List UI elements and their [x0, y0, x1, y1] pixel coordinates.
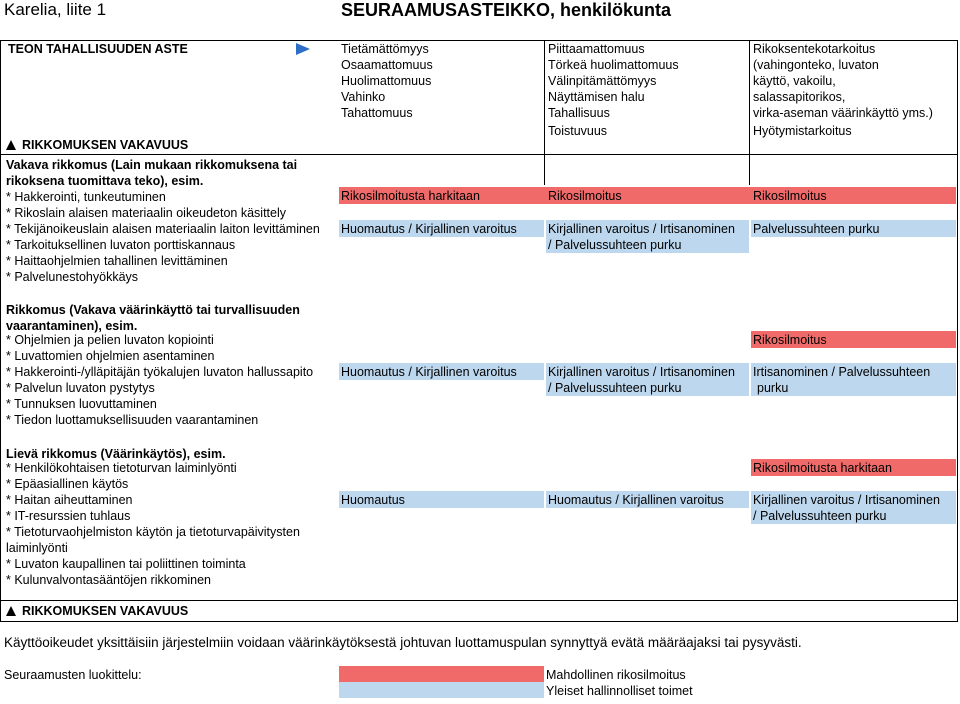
severe-low-action: Huomautus / Kirjallinen varoitus: [341, 222, 517, 236]
list-item: * Hakkerointi-/ylläpitäjän työkalujen luvaton hallussapito: [6, 365, 314, 379]
section-severe-list: [6, 189, 320, 285]
intent-term: Hyötymistarkoitus: [753, 124, 852, 138]
intent-term: virka-aseman väärinkäyttö yms.): [753, 106, 933, 120]
minor-high-action: Kirjallinen varoitus / Irtisanominen / Palvelussuhteen purku: [753, 493, 940, 523]
list-item: * Tietoturvaohjelmiston käytön ja tietoturvapäivitysten: [6, 525, 300, 539]
triangle-up-icon: [6, 140, 16, 150]
severe-high-action: Palvelussuhteen purku: [753, 222, 880, 236]
list-item: * Palvelunestohyökkäys: [6, 270, 139, 284]
list-item: * Henkilökohtaisen tietoturvan laiminlyönti: [6, 461, 237, 475]
intent-term: Tahattomuus: [341, 106, 413, 120]
divider: [0, 600, 958, 601]
intent-column-high: [753, 41, 933, 139]
severe-low-report: Rikosilmoitusta harkitaan: [341, 189, 480, 203]
footer-note: Käyttöoikeudet yksittäisiin järjestelmiin voidaan väärinkäytöksestä johtuvan luottamuspulan synnyttyä evätä määräajaksi tai pysyvästi.: [4, 635, 802, 650]
intent-term: Törkeä huolimattomuus: [548, 58, 679, 72]
list-item: * Luvattomien ohjelmien asentaminen: [6, 349, 215, 363]
list-item: * Haitan aiheuttaminen: [6, 493, 133, 507]
list-item: * Tiedon luottamuksellisuuden vaarantaminen: [6, 413, 259, 427]
offense-high-action: Irtisanominen / Palvelussuhteen purku: [753, 365, 931, 395]
list-item: * Haittaohjelmien tahallinen levittäminen: [6, 254, 228, 268]
list-item: * Hakkerointi, tunkeutuminen: [6, 190, 166, 204]
offense-low-action: Huomautus / Kirjallinen varoitus: [341, 365, 517, 379]
arrow-right-icon: [296, 43, 310, 55]
list-item: * Rikoslain alaisen materiaalin oikeudeton käsittely: [6, 206, 287, 220]
page-title: SEURAAMUSASTEIKKO, henkilökunta: [341, 0, 672, 20]
legend-red-label: Mahdollinen rikosilmoitus: [546, 668, 686, 682]
legend-blue-label: Yleiset hallinnolliset toimet: [546, 684, 693, 698]
list-item: * Luvaton kaupallinen tai poliittinen toiminta: [6, 557, 246, 571]
intent-term: Rikoksentekotarkoitus: [753, 42, 876, 56]
offense-mid-action: Kirjallinen varoitus / Irtisanominen / Palvelussuhteen purku: [548, 365, 735, 395]
list-item: * Tekijänoikeuslain alaisen materiaalin laiton levittäminen: [6, 222, 320, 236]
minor-mid-action: Huomautus / Kirjallinen varoitus: [548, 493, 724, 507]
intent-term: Näyttämisen halu: [548, 90, 645, 104]
severe-mid-action: Kirjallinen varoitus / Irtisanominen / Palvelussuhteen purku: [548, 222, 735, 252]
list-item: laiminlyönti: [6, 541, 68, 555]
severe-mid-report: Rikosilmoitus: [548, 189, 622, 203]
intent-term: Tahallisuus: [548, 106, 610, 120]
legend-label: Seuraamusten luokittelu:: [4, 668, 142, 682]
list-item: * Tunnuksen luovuttaminen: [6, 397, 157, 411]
intent-term: (vahingonteko, luvaton: [753, 58, 879, 72]
intent-column-mid: [548, 41, 679, 139]
intent-term: Vahinko: [341, 90, 386, 104]
divider: [0, 154, 958, 155]
offense-high-report: Rikosilmoitus: [753, 333, 827, 347]
triangle-up-icon: [6, 606, 16, 616]
list-item: * Kulunvalvontasääntöjen rikkominen: [6, 573, 211, 587]
section-severe-heading: Vakava rikkomus (Lain mukaan rikkomuksena tai rikoksena tuomittava teko), esim.: [6, 158, 298, 188]
list-item: * Tarkoituksellinen luvaton porttiskannaus: [6, 238, 236, 252]
intent-term: Osaamattomuus: [341, 58, 433, 72]
intent-column-low: [341, 41, 433, 121]
intent-term: Piittaamattomuus: [548, 42, 645, 56]
severity-label-bottom: RIKKOMUKSEN VAKAVUUS: [6, 603, 188, 619]
minor-high-report: Rikosilmoitusta harkitaan: [753, 461, 892, 475]
intent-term: Huolimattomuus: [341, 74, 432, 88]
severe-high-report: Rikosilmoitus: [753, 189, 827, 203]
doc-attachment-label: Karelia, liite 1: [4, 0, 107, 19]
list-item: * Ohjelmien ja pelien luvaton kopiointi: [6, 333, 214, 347]
section-offense-heading: Rikkomus (Vakava väärinkäyttö tai turvallisuuden vaarantaminen), esim.: [6, 303, 300, 333]
intent-term: salassapitorikos,: [753, 90, 846, 104]
intent-term: käyttö, vakoilu,: [753, 74, 836, 88]
intent-label: TEON TAHALLISUUDEN ASTE: [8, 42, 188, 56]
list-item: * Palvelun luvaton pystytys: [6, 381, 155, 395]
legend-swatch-blue: [339, 682, 544, 698]
section-offense-list: [6, 332, 313, 428]
intent-term: Välinpitämättömyys: [548, 74, 657, 88]
minor-low-action: Huomautus: [341, 493, 405, 507]
list-item: * IT-resurssien tuhlaus: [6, 509, 131, 523]
section-minor-heading: Lievä rikkomus (Väärinkäytös), esim.: [6, 447, 226, 461]
legend-swatch-red: [339, 666, 544, 682]
section-minor-list: [6, 460, 300, 588]
intent-term: Tietämättömyys: [341, 42, 429, 56]
intent-term: Toistuvuus: [548, 124, 608, 138]
severity-label-top: RIKKOMUKSEN VAKAVUUS: [6, 137, 188, 153]
list-item: * Epäasiallinen käytös: [6, 477, 129, 491]
